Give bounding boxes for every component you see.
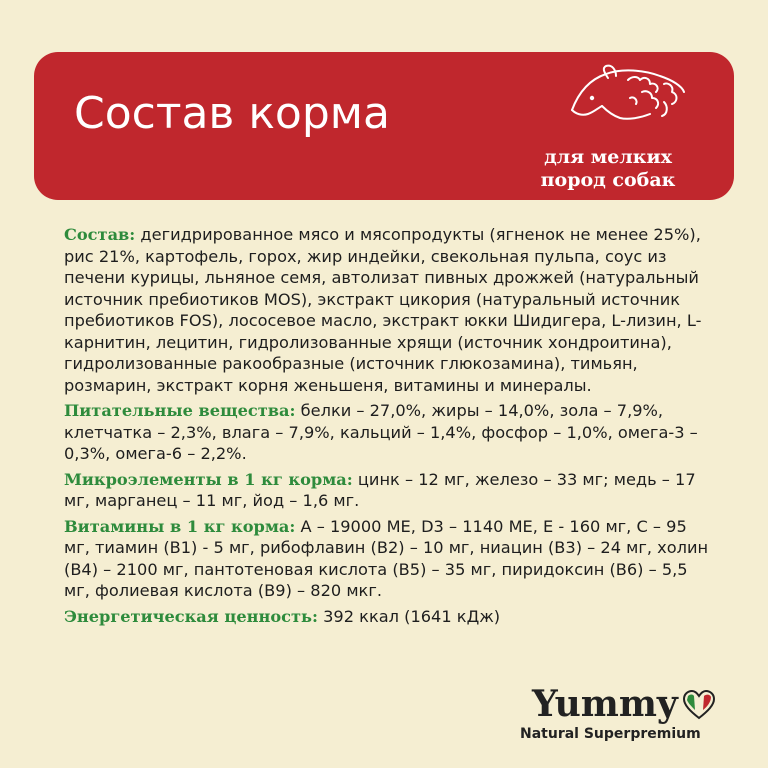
subtitle-line-1: для мелких [544,146,672,168]
section-text: 392 ккал (1641 кДж) [317,606,501,626]
section-text: цинк – 12 мг, железо – 33 мг; медь – 17 мг, марганец – 11 мг, йод – 1,6 мг. [64,469,696,510]
logo-name: Yummy [532,683,678,725]
brand-logo [520,683,720,746]
breed-subtitle [518,146,698,192]
section-label: Витамины в 1 кг корма: [64,516,296,536]
section-vitamins [64,516,714,602]
subtitle-line-2: пород собак [540,169,676,191]
section-microelements [64,469,714,512]
header-banner [34,52,734,200]
section-energy [64,606,714,628]
section-label: Энергетическая ценность: [64,606,318,626]
section-label: Питательные вещества: [64,401,296,420]
section-nutrients [64,400,714,465]
section-text: А – 19000 МЕ, D3 – 1140 МЕ, Е - 160 мг, С – 95 мг, тиамин (В1) - 5 мг, рибофлавин (В2) – 10 мг, ниацин (В3) – 24 мг, холин (В4) – 2100 мг, пантотеновая кислота (В5) – 35 мг, пиридоксин (В6) – 5,5 мг, фолиевая кислота (В9) – 820 мкг. [64,516,709,600]
section-text: белки – 27,0%, жиры – 14,0%, зола – 7,9%, клетчатка – 2,3%, влага – 7,9%, кальций – 1,4%, фосфор – 1,0%, омега-3 – 0,3%, омега-6 – 2,2%. [64,401,698,463]
sheep-icon [568,62,688,134]
page-title: Состав корма [74,88,390,139]
section-label: Состав: [64,225,136,244]
section-text: дегидрированное мясо и мясопродукты (ягненок не менее 25%), рис 21%, картофель, горох, жир индейки, свекольная пульпа, соус из печени курицы, льняное семя, автолизат пивных дрожжей (натуральный источник пребиотиков MOS), экстракт цикория (натуральный источник пребиотиков FOS), лососевое масло, экстракт юкки Шидигера, L-лизин, L-карнитин, лецитин, гидролизованные хрящи (источник хондроитина), гидролизованные ракообразные (источник глюкозамина), тимьян, розмарин, экстракт корня женьшеня, витамины и минералы. [64,225,702,395]
composition-text [64,224,714,631]
logo-tagline: Natural Superpremium [520,726,701,742]
heart-italy-icon [682,690,716,720]
section-label: Микроэлементы в 1 кг корма: [64,469,353,489]
section-composition [64,224,714,396]
